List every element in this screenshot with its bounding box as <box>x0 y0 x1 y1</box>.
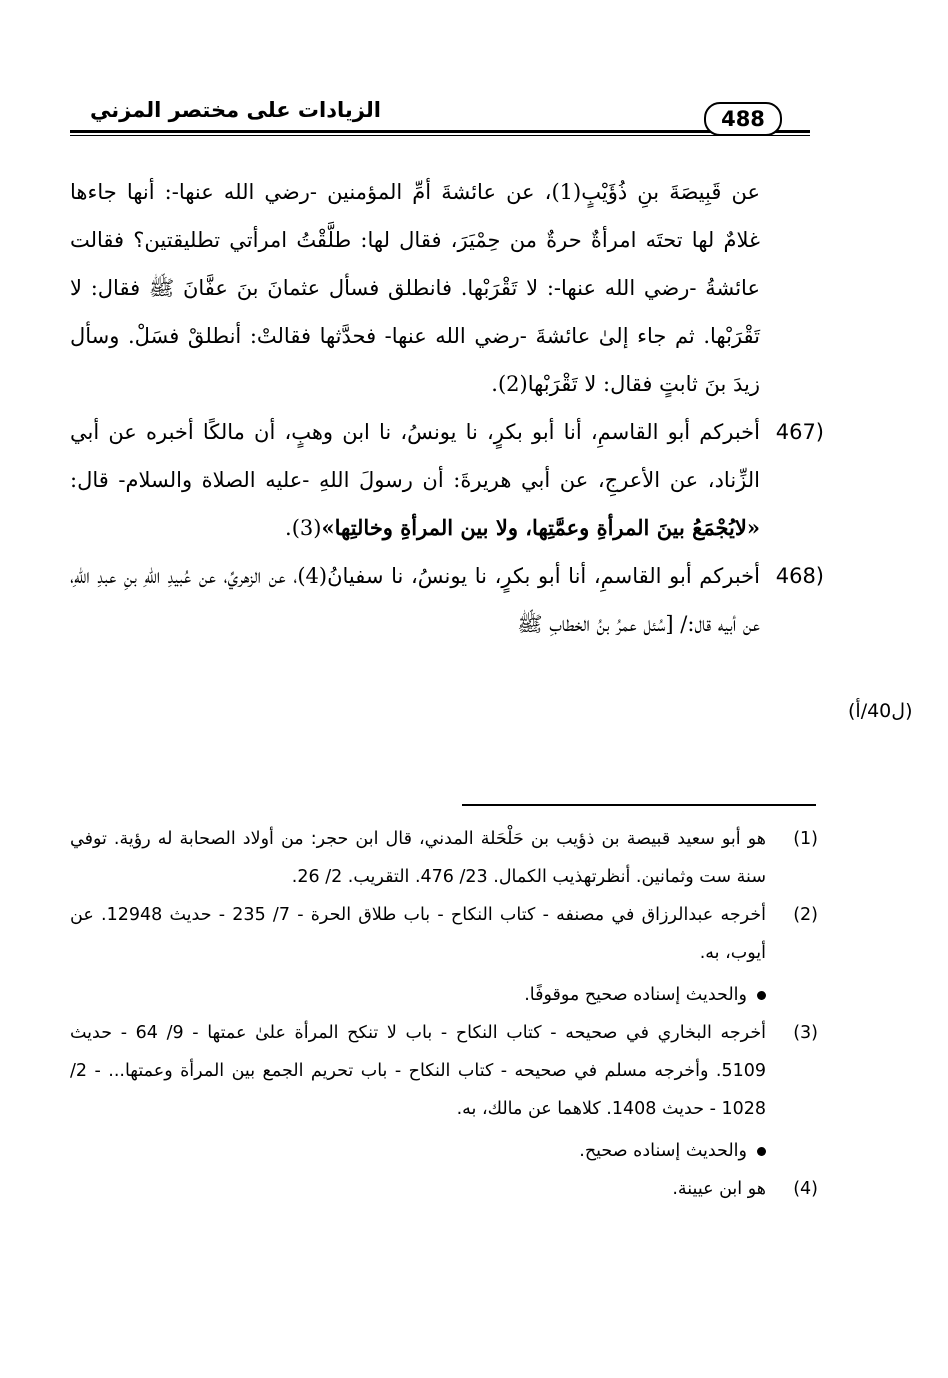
footnote-number: (1) <box>793 829 818 849</box>
running-title: الزيادات على مختصر المزني <box>90 98 381 122</box>
main-text <box>70 168 824 648</box>
footnotes <box>70 820 818 1208</box>
header-rule-thick <box>70 130 810 133</box>
page-header <box>70 96 810 136</box>
footnote-3 <box>70 1014 818 1128</box>
grading-text: والحديث إسناده صحيح. <box>579 1141 747 1161</box>
header-rule-thin <box>70 135 810 136</box>
bullet-icon <box>757 1147 766 1156</box>
footnote-ref: (3). <box>285 516 322 540</box>
hadith-467 <box>70 408 824 552</box>
footnote-number: (3) <box>793 1023 818 1043</box>
footnote-text: أخرجه عبدالرزاق في مصنفه - كتاب النكاح - باب طلاق الحرة - 7/ 235 - حديث 12948. عن أيوب، به. <box>70 905 767 963</box>
page-number: 488 <box>704 102 782 136</box>
manuscript-folio-note: (ل40/أ) <box>848 700 913 722</box>
footnote-text: أخرجه البخاري في صحيحه - كتاب النكاح - باب لا تنكح المرأة علىٰ عمتها - 9/ 64 - حديث 5109. وأخرجه مسلم في صحيحه - كتاب النكاح - باب تحريم الجمع بين المرأة وعمتها... - 2/ 1028 - حديث 1408. كلاهما عن مالك، به. <box>70 1023 766 1119</box>
footnote-number: (4) <box>793 1179 818 1199</box>
footnote-text: هو ابن عيينة. <box>672 1179 766 1199</box>
opening-paragraph: عن قَبِيصَةَ بنِ ذُؤَيْبٍ(1)، عن عائشةَ أمِّ المؤمنين -رضي الله عنها-: أنها جاءها غلامٌ لها تحتَه امرأةٌ حرةٌ من حِمْيَرَ، فقال لها: طلَّقْتُ امرأتي تطليقتين؟ فقالت عائشةُ -رضي الله عنها-: لا تَقْرَبْها. فانطلق فسأل عثمانَ بنَ عفَّانَ ﷺ فقال: لا تَقْرَبْها. ثم جاء إلىٰ عائشةَ -رضي الله عنها- فحدَّثها فقالتْ: أنطلقْ فسَلْ. وسأل زيدَ بنَ ثابتٍ فقال: لا تَقْرَبْها(2). <box>70 180 760 396</box>
hadith-text: أخبركم أبو القاسمِ، أنا أبو بكرٍ، نا يونسُ، نا ابن وهبٍ، أن مالكًا أخبره عن أبي الزِّناد، عن الأعرجِ، عن أبي هريرةَ: أن رسولَ اللهِ -عليه الصلاة والسلام- قال: <box>70 420 760 492</box>
hadith-quote: «لايُجْمَعُ بينَ المرأةِ وعمَّتِها، ولا بين المرأةِ وخالتِها» <box>321 515 760 540</box>
footnote-grading <box>70 976 818 1014</box>
footnote-number: (2) <box>793 905 818 925</box>
footnote-text: هو أبو سعيد قبيصة بن ذؤيب بن حَلْحَلة المدني، قال ابن حجر: من أولاد الصحابة له رؤية. توفي سنة ست وثمانين. أنظرتهذيب الكمال. 23/ 476. التقريب. 2/ 26. <box>70 829 766 887</box>
grading-text: والحديث إسناده صحيح موقوفًا. <box>524 985 747 1005</box>
footnote-4 <box>70 1170 818 1208</box>
footnote-separator <box>462 804 816 806</box>
footnote-2 <box>70 896 818 972</box>
hadith-number: 467) <box>775 420 824 444</box>
hadith-468 <box>70 552 824 648</box>
hadith-number: 468) <box>775 564 824 588</box>
footnote-1 <box>70 820 818 896</box>
footnote-grading <box>70 1132 818 1170</box>
bullet-icon <box>757 991 766 1000</box>
hadith-text: أخبركم أبو القاسمِ، أنا أبو بكرٍ، نا يونسُ، نا سفيانُ(4)، عن الزهريِّ، عن عُبيدِ اللهِ بنِ عبدِ اللهِ، عن أبيه قال:/ [سُئل عمرُ بنُ الخطابِ ﷺ <box>70 564 760 636</box>
